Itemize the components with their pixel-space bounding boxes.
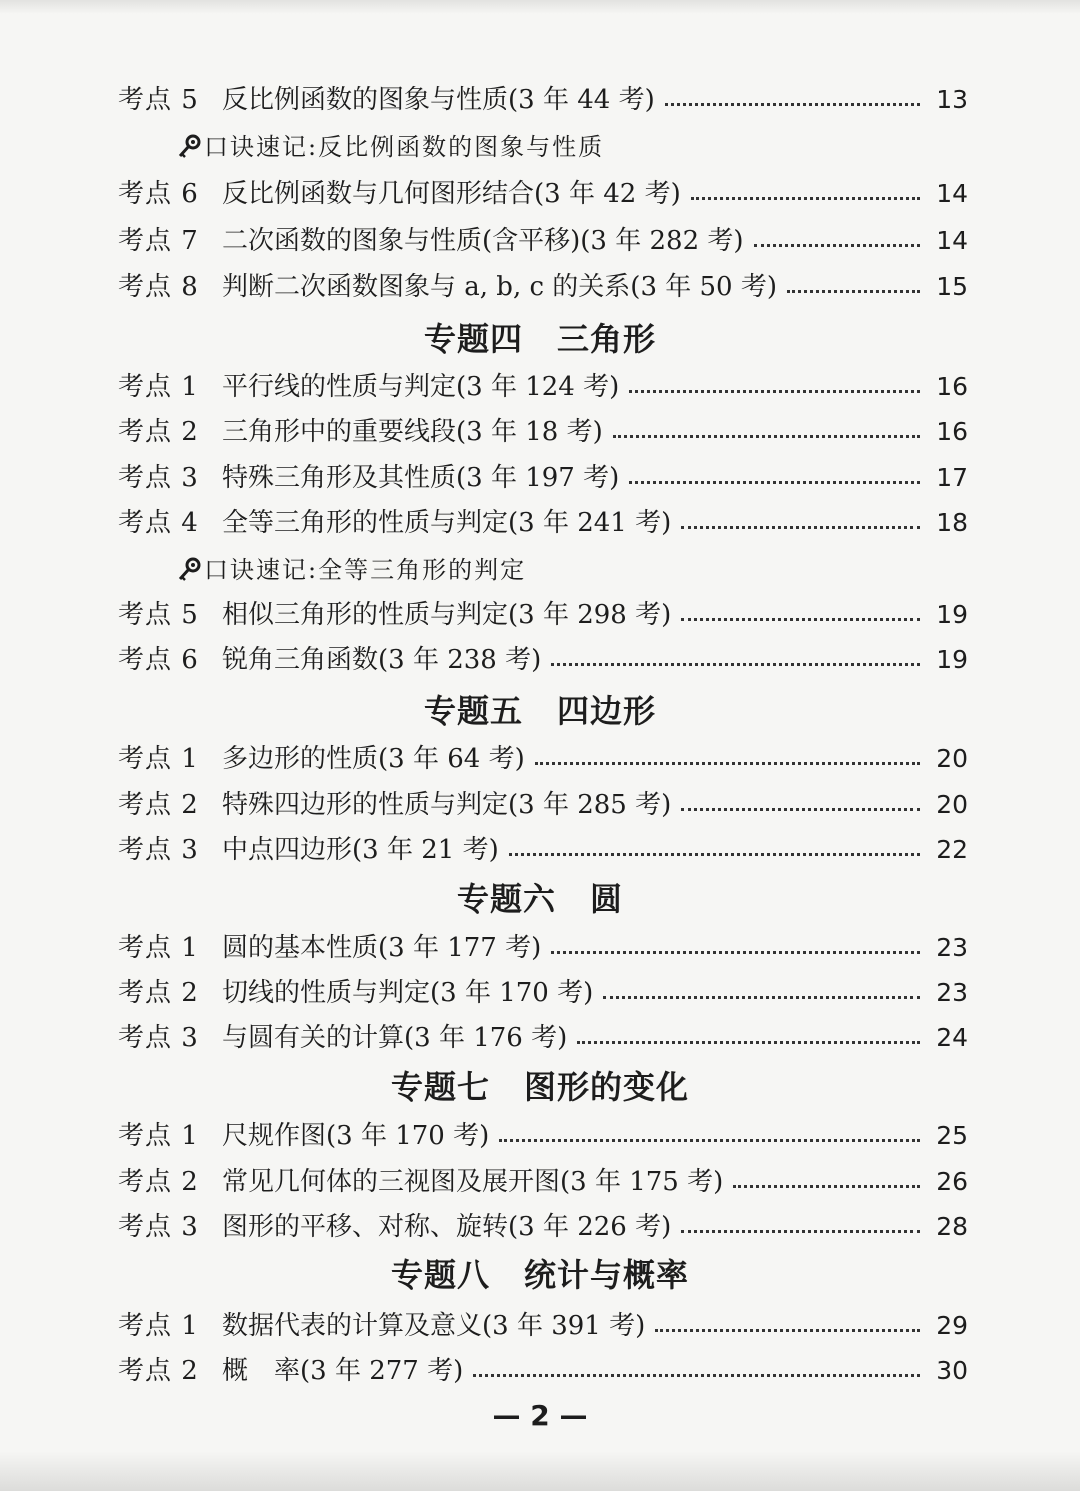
leader-dots xyxy=(733,1185,920,1188)
entry-title: 三角形中的重要线段(3 年 18 考) xyxy=(222,417,603,447)
leader-dots xyxy=(577,1041,920,1044)
entry-label: 考点 2 xyxy=(118,417,199,447)
leader-dots xyxy=(603,996,920,999)
entry-label: 考点 4 xyxy=(118,508,199,538)
entry-label: 考点 5 xyxy=(118,600,199,630)
entry-title: 特殊三角形及其性质(3 年 197 考) xyxy=(222,463,620,493)
entry-page: 23 xyxy=(936,933,968,962)
chapter-number: 专题七 xyxy=(390,1068,490,1106)
entry-title: 中点四边形(3 年 21 考) xyxy=(222,835,499,865)
entry-title: 相似三角形的性质与判定(3 年 298 考) xyxy=(222,600,672,630)
chapter-topic: 四边形 xyxy=(557,692,657,730)
entry-title: 数据代表的计算及意义(3 年 391 考) xyxy=(222,1311,646,1341)
tip-text: 口诀速记:反比例函数的图象与性质 xyxy=(204,133,605,161)
entry-page: 18 xyxy=(936,508,968,537)
leader-dots xyxy=(535,762,920,765)
entry-page: 14 xyxy=(936,179,968,208)
entry-page: 14 xyxy=(936,226,968,255)
leader-dots xyxy=(499,1139,920,1142)
leader-dots xyxy=(655,1329,920,1332)
chapter-heading[interactable] xyxy=(0,874,1080,924)
mnemonic-tip xyxy=(176,129,604,165)
chapter-number: 专题四 xyxy=(423,320,523,358)
leader-dots xyxy=(681,1230,920,1233)
entry-page: 29 xyxy=(936,1311,968,1340)
entry-label: 考点 2 xyxy=(118,1167,199,1197)
entry-page: 19 xyxy=(936,645,968,674)
leader-dots xyxy=(473,1374,920,1377)
entry-title: 锐角三角函数(3 年 238 考) xyxy=(222,645,542,675)
toc-entry[interactable] xyxy=(118,221,968,261)
entry-page: 30 xyxy=(936,1356,968,1385)
entry-label: 考点 2 xyxy=(118,978,199,1008)
entry-page: 22 xyxy=(936,835,968,864)
toc-entry[interactable] xyxy=(118,928,968,968)
entry-page: 25 xyxy=(936,1121,968,1150)
chapter-number: 专题五 xyxy=(423,692,523,730)
entry-page: 15 xyxy=(936,272,968,301)
entry-label: 考点 3 xyxy=(118,835,199,865)
entry-label: 考点 3 xyxy=(118,1023,199,1053)
entry-label: 考点 8 xyxy=(118,272,199,302)
entry-label: 考点 1 xyxy=(118,372,199,402)
entry-page: 20 xyxy=(936,744,968,773)
toc-entry[interactable] xyxy=(118,1018,968,1058)
entry-page: 26 xyxy=(936,1167,968,1196)
entry-page: 16 xyxy=(936,372,968,401)
entry-title: 反比例函数与几何图形结合(3 年 42 考) xyxy=(222,179,681,209)
chapter-heading[interactable] xyxy=(0,1062,1080,1112)
entry-label: 考点 6 xyxy=(118,179,199,209)
entry-label: 考点 2 xyxy=(118,790,199,820)
leader-dots xyxy=(509,853,920,856)
toc-entry[interactable] xyxy=(118,973,968,1013)
chapter-topic: 圆 xyxy=(590,880,624,918)
chapter-topic: 统计与概率 xyxy=(524,1256,690,1294)
leader-dots xyxy=(551,663,920,666)
entry-page: 20 xyxy=(936,790,968,819)
chapter-topic: 三角形 xyxy=(557,320,657,358)
tip-text: 口诀速记:全等三角形的判定 xyxy=(204,556,527,584)
entry-label: 考点 1 xyxy=(118,744,199,774)
chapter-number: 专题六 xyxy=(456,880,556,918)
toc-entry[interactable] xyxy=(118,412,968,452)
entry-title: 多边形的性质(3 年 64 考) xyxy=(222,744,525,774)
mnemonic-tip xyxy=(176,552,526,588)
entry-label: 考点 5 xyxy=(118,85,199,115)
chapter-topic: 图形的变化 xyxy=(524,1068,690,1106)
entry-title: 特殊四边形的性质与判定(3 年 285 考) xyxy=(222,790,672,820)
entry-title: 判断二次函数图象与 a, b, c 的关系(3 年 50 考) xyxy=(222,272,778,302)
toc-entry[interactable] xyxy=(118,458,968,498)
chapter-heading[interactable] xyxy=(0,686,1080,736)
entry-page: 13 xyxy=(936,85,968,114)
leader-dots xyxy=(613,435,920,438)
toc-entry[interactable] xyxy=(118,595,968,635)
entry-title: 尺规作图(3 年 170 考) xyxy=(222,1121,490,1151)
entry-title: 反比例函数的图象与性质(3 年 44 考) xyxy=(222,85,655,115)
toc-entry[interactable] xyxy=(118,1116,968,1156)
entry-title: 概 率(3 年 277 考) xyxy=(222,1356,464,1386)
entry-title: 平行线的性质与判定(3 年 124 考) xyxy=(222,372,620,402)
entry-page: 17 xyxy=(936,463,968,492)
key-icon xyxy=(176,557,202,583)
toc-entry[interactable] xyxy=(118,267,968,307)
toc-entry[interactable] xyxy=(118,1162,968,1202)
entry-title: 切线的性质与判定(3 年 170 考) xyxy=(222,978,594,1008)
entry-page: 16 xyxy=(936,417,968,446)
entry-label: 考点 7 xyxy=(118,226,199,256)
entry-page: 19 xyxy=(936,600,968,629)
toc-entry[interactable] xyxy=(118,785,968,825)
chapter-heading[interactable] xyxy=(0,314,1080,364)
entry-label: 考点 1 xyxy=(118,1311,199,1341)
entry-title: 二次函数的图象与性质(含平移)(3 年 282 考) xyxy=(222,226,744,256)
toc-entry[interactable] xyxy=(118,80,968,120)
toc-entry[interactable] xyxy=(118,367,968,407)
leader-dots xyxy=(665,103,920,106)
leader-dots xyxy=(681,808,920,811)
chapter-heading[interactable] xyxy=(0,1250,1080,1300)
entry-label: 考点 3 xyxy=(118,1212,199,1242)
leader-dots xyxy=(681,526,920,529)
leader-dots xyxy=(681,618,920,621)
leader-dots xyxy=(629,481,920,484)
toc-entry[interactable] xyxy=(118,640,968,680)
entry-page: 23 xyxy=(936,978,968,1007)
page-bottom-edge xyxy=(0,1451,1080,1491)
toc-entry[interactable] xyxy=(118,739,968,779)
entry-label: 考点 1 xyxy=(118,933,199,963)
toc-entry[interactable] xyxy=(118,503,968,543)
entry-title: 常见几何体的三视图及展开图(3 年 175 考) xyxy=(222,1167,724,1197)
entry-page: 24 xyxy=(936,1023,968,1052)
entry-label: 考点 6 xyxy=(118,645,199,675)
toc-entry[interactable] xyxy=(118,1351,968,1391)
toc-entry[interactable] xyxy=(118,1306,968,1346)
entry-label: 考点 2 xyxy=(118,1356,199,1386)
leader-dots xyxy=(754,244,920,247)
key-icon xyxy=(176,134,202,160)
toc-entry[interactable] xyxy=(118,174,968,214)
entry-page: 28 xyxy=(936,1212,968,1241)
entry-title: 与圆有关的计算(3 年 176 考) xyxy=(222,1023,568,1053)
toc-entry[interactable] xyxy=(118,830,968,870)
toc-entry[interactable] xyxy=(118,1207,968,1247)
leader-dots xyxy=(629,390,920,393)
entry-title: 全等三角形的性质与判定(3 年 241 考) xyxy=(222,508,672,538)
leader-dots xyxy=(691,197,920,200)
entry-title: 图形的平移、对称、旋转(3 年 226 考) xyxy=(222,1212,672,1242)
leader-dots xyxy=(787,290,920,293)
chapter-number: 专题八 xyxy=(390,1256,490,1294)
page-number: — 2 — xyxy=(492,1399,588,1432)
entry-label: 考点 1 xyxy=(118,1121,199,1151)
entry-label: 考点 3 xyxy=(118,463,199,493)
leader-dots xyxy=(551,951,920,954)
entry-title: 圆的基本性质(3 年 177 考) xyxy=(222,933,542,963)
